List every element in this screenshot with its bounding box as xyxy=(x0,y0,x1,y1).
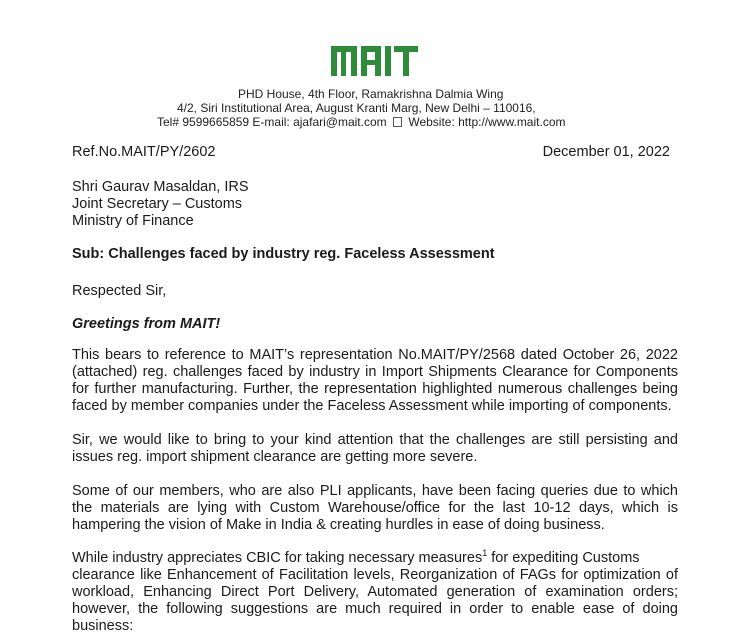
separator-box-icon xyxy=(393,117,402,127)
paragraph-4-line: workload, Enhancing Direct Port Delivery, Automated generation of examination orders; xyxy=(72,584,678,600)
paragraph-1-line: This bears to reference to MAIT’s representation No.MAIT/PY/2568 dated October 26, 2022 xyxy=(72,347,678,363)
paragraph-2-line: Sir, we would like to bring to your kind attention that the challenges are still persisting and xyxy=(72,432,678,448)
subject-line: Sub: Challenges faced by industry reg. Faceless Assessment xyxy=(72,246,495,262)
address-line-3 xyxy=(157,115,566,130)
paragraph-2 xyxy=(72,432,678,466)
paragraph-4-line: clearance like Enhancement of Facilitation levels, Reorganization of FAGs for optimization of xyxy=(72,567,678,583)
mait-logo xyxy=(329,40,421,78)
paragraph-4-line: however, the following suggestions are much required in order to enable ease of doing xyxy=(72,601,678,617)
paragraph-1 xyxy=(72,347,678,415)
greeting: Greetings from MAIT! xyxy=(72,316,221,332)
paragraph-3-line: hampering the vision of Make in India & creating hurdles in ease of doing business. xyxy=(72,517,605,533)
paragraph-4-line: business: xyxy=(72,618,134,634)
paragraph-4-line-1 xyxy=(72,550,678,567)
letterhead xyxy=(0,40,754,83)
paragraph-4-text-b: for expediting Customs xyxy=(487,550,640,566)
addressee-block xyxy=(72,179,249,230)
mait-logo-mark xyxy=(329,40,421,78)
paragraph-4-text-a: While industry appreciates CBIC for taking necessary measures xyxy=(72,550,483,566)
salutation: Respected Sir, xyxy=(72,283,167,299)
addressee-title: Joint Secretary – Customs xyxy=(72,196,243,212)
reference-number: Ref.No.MAIT/PY/2602 xyxy=(72,144,216,160)
paragraph-3-line: Some of our members, who are also PLI applicants, have been facing queries due to which xyxy=(72,483,678,499)
address-line-1: PHD House, 4th Floor, Ramakrishna Dalmia Wing xyxy=(238,87,504,101)
paragraph-1-line: faced by member companies under the Faceless Assessment while importing of components. xyxy=(72,398,672,414)
addressee-ministry: Ministry of Finance xyxy=(72,213,194,229)
paragraph-4 xyxy=(72,550,678,635)
website-info: Website: http://www.mait.com xyxy=(408,115,566,129)
paragraph-3 xyxy=(72,483,678,534)
paragraph-1-line: (attached) reg. challenges faced by industry in Import Shipments Clearance for Components xyxy=(72,364,678,380)
paragraph-1-line: for further manufacturing. Further, the representation highlighted numerous challenges being xyxy=(72,381,678,397)
footnote-marker[interactable]: 1 xyxy=(482,548,488,559)
paragraph-2-line: issues reg. import shipment clearance are getting more severe. xyxy=(72,449,478,465)
address-line-2: 4/2, Siri Institutional Area, August Kranti Marg, New Delhi – 110016, xyxy=(177,101,536,115)
addressee-name: Shri Gaurav Masaldan, IRS xyxy=(72,179,249,195)
letter-date: December 01, 2022 xyxy=(542,144,670,160)
contact-info: Tel# 9599665859 E-mail: ajafari@mait.com xyxy=(157,115,387,129)
paragraph-3-line: the materials are lying with Custom Warehouse/office for the last 10-12 days, which is xyxy=(72,500,678,516)
